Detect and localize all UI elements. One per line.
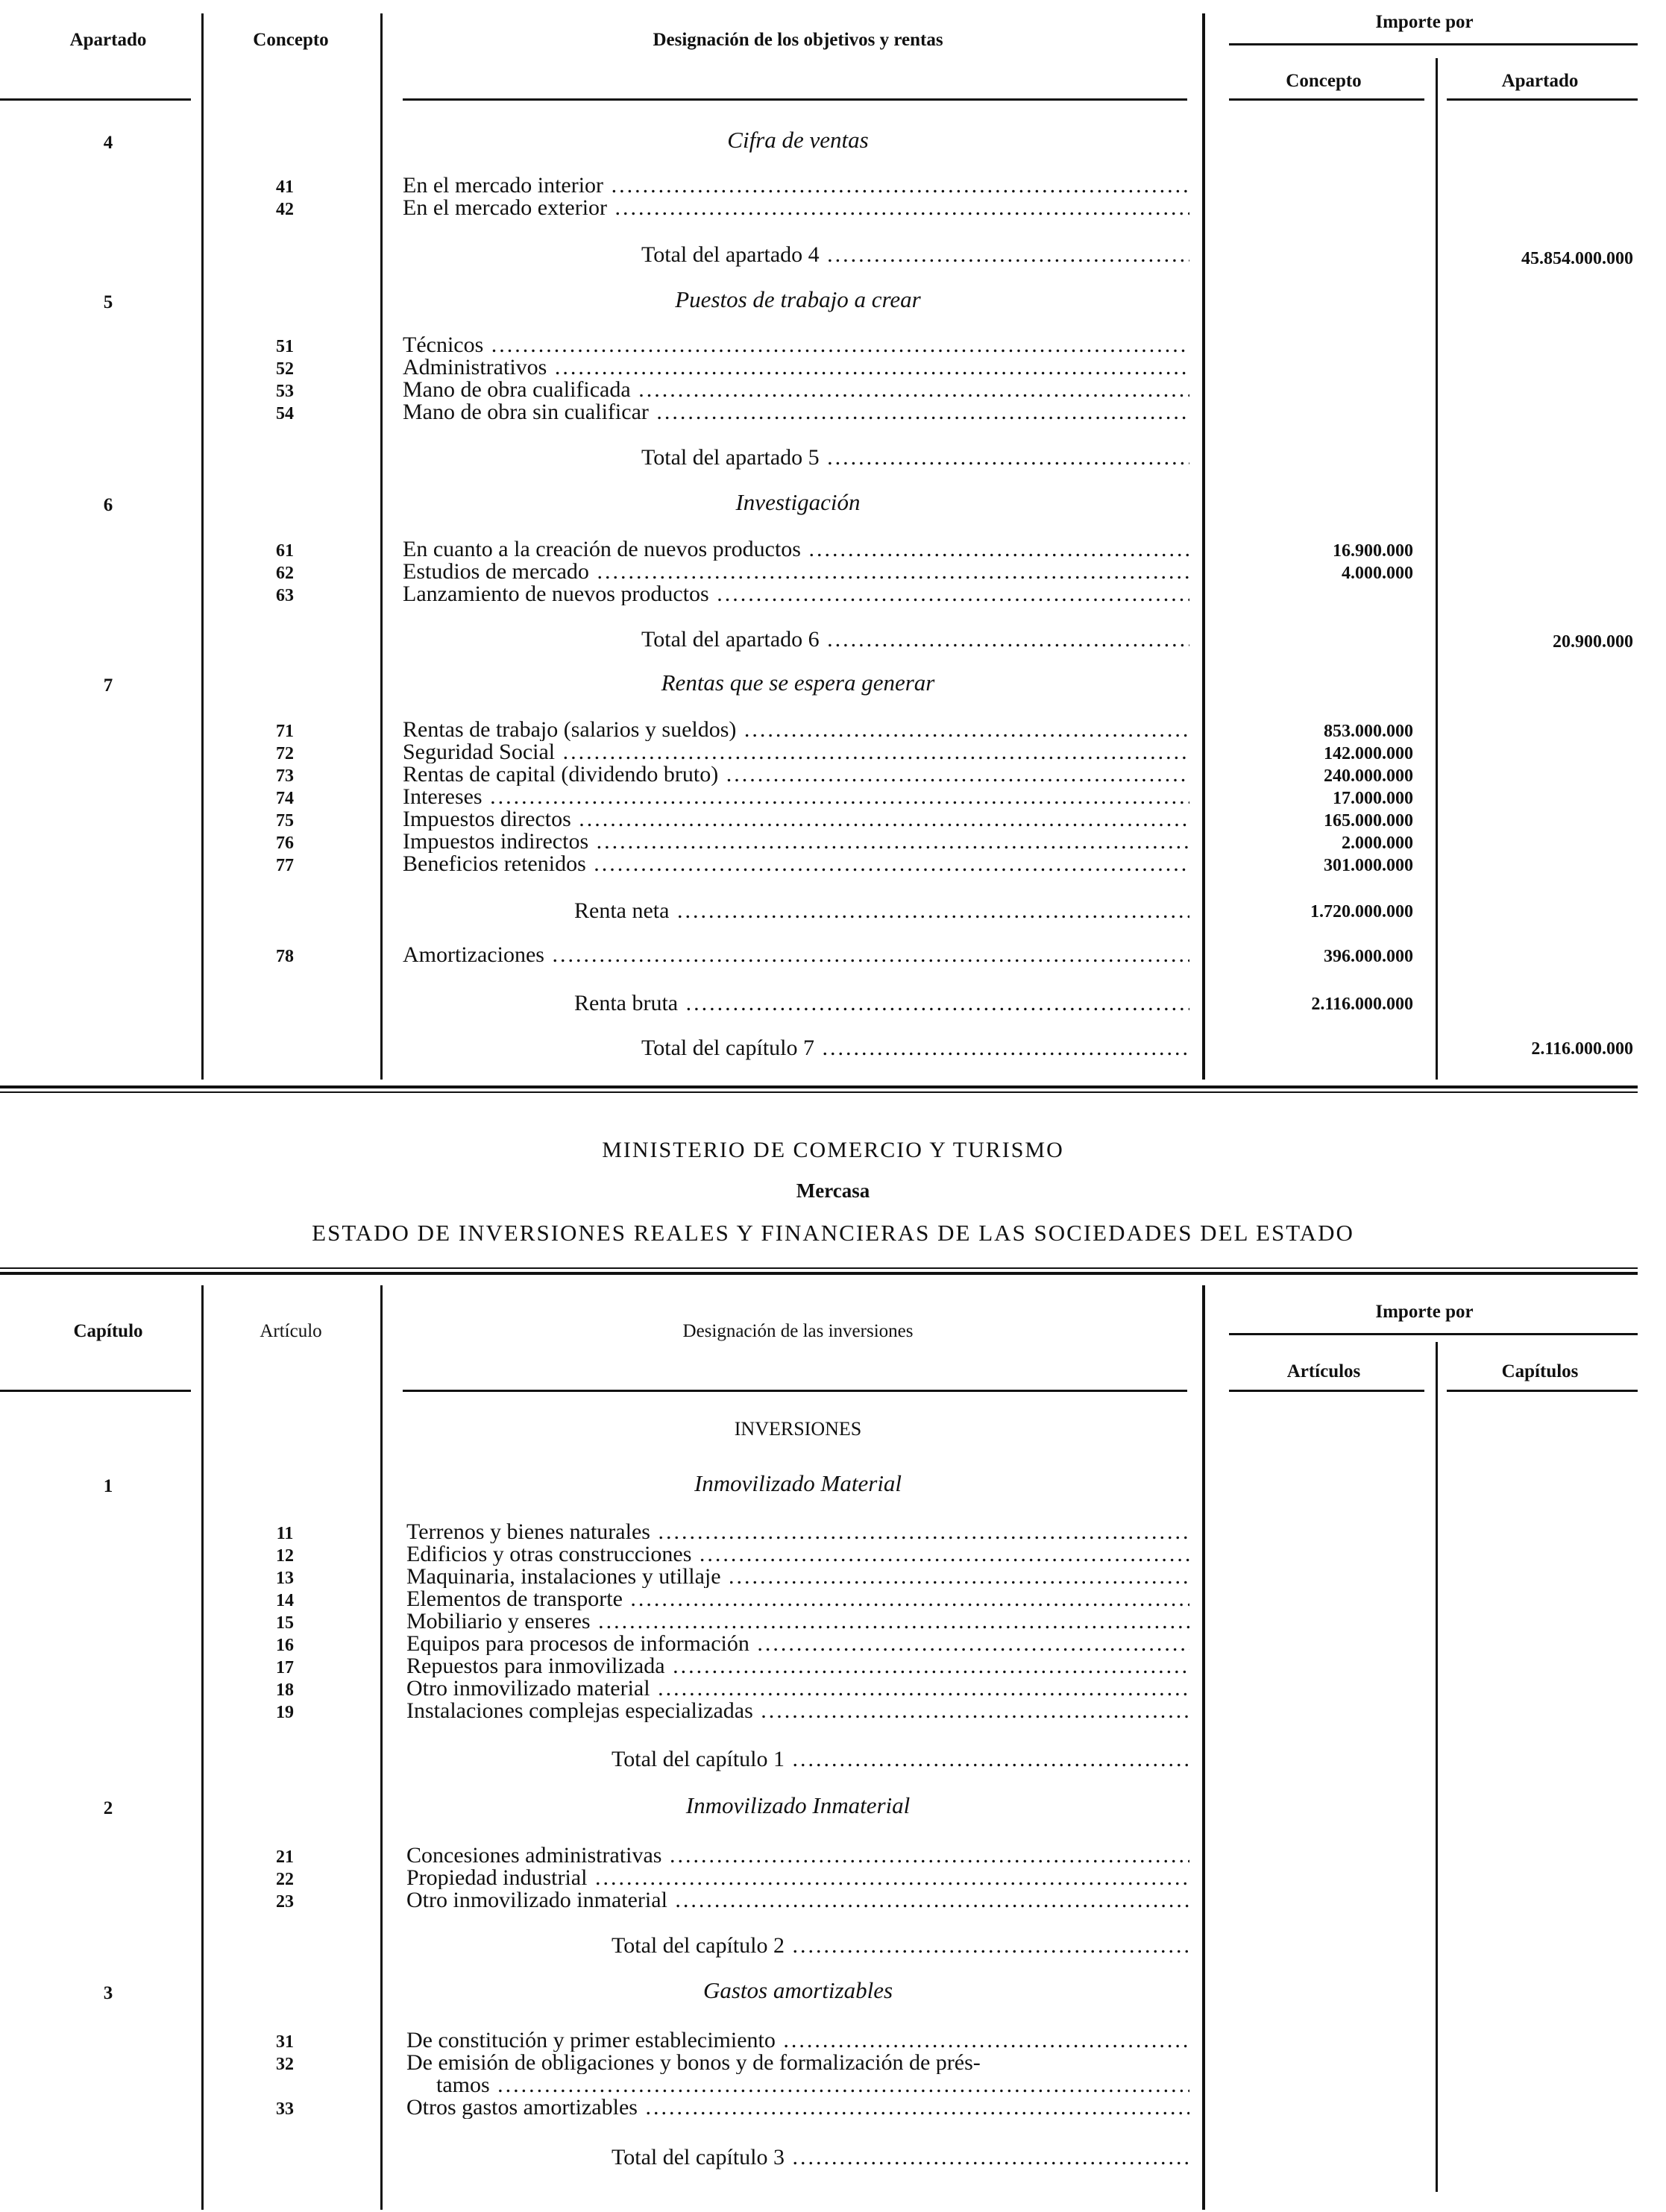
item-amount: 165.000.000 xyxy=(1324,811,1413,831)
col-rule xyxy=(1436,58,1438,1080)
item-text: Propiedad industrial ..... xyxy=(406,1867,1189,1889)
item-row xyxy=(436,2074,1189,2096)
item-code: 17 xyxy=(276,1658,294,1677)
item-amount: 16.900.000 xyxy=(1333,541,1413,561)
item-row xyxy=(403,786,1189,808)
item-amount: 301.000.000 xyxy=(1324,856,1413,875)
item-code: 71 xyxy=(276,722,294,741)
header-importe-apartado: Apartado xyxy=(1501,71,1579,91)
col-rule xyxy=(1436,1342,1438,2192)
item-code: 21 xyxy=(276,1847,294,1867)
section-number: 3 xyxy=(103,1983,113,2003)
item-row xyxy=(406,1867,1189,1889)
item-text: De constitución y primer establecimiento ..... xyxy=(406,2029,1189,2052)
item-row xyxy=(406,1633,1189,1655)
item-amount: 396.000.000 xyxy=(1324,947,1413,966)
col-rule xyxy=(1202,13,1205,1080)
item-row xyxy=(403,808,1189,831)
col-rule xyxy=(1202,1285,1205,2210)
table-bottom-rule xyxy=(0,1085,1638,1088)
header-capitulo: Capítulo xyxy=(73,1321,143,1341)
item-text: Administrativos ..... xyxy=(403,356,1189,379)
item-row xyxy=(406,1677,1189,1700)
table-bottom-rule xyxy=(0,1091,1638,1093)
total-amount: 20.900.000 xyxy=(1553,632,1633,652)
item-row xyxy=(406,1610,1189,1633)
item-row xyxy=(406,2096,1189,2119)
item-amount: 240.000.000 xyxy=(1324,766,1413,786)
item-text: Mano de obra sin cualificar ..... xyxy=(403,401,1189,423)
header-importe-por: Importe por xyxy=(1375,12,1474,32)
item-row xyxy=(403,356,1189,379)
item-code: 72 xyxy=(276,744,294,763)
item-code: 41 xyxy=(276,177,294,197)
renta-neta-row: Renta neta ..... xyxy=(574,899,1189,923)
section-number: 7 xyxy=(103,675,113,696)
total-row: Total del apartado 6 ..... xyxy=(641,628,1189,652)
item-code: 42 xyxy=(276,200,294,219)
item-text: Equipos para procesos de información ..... xyxy=(406,1633,1189,1655)
item-code: 77 xyxy=(276,856,294,875)
item-text: Técnicos ..... xyxy=(403,334,1189,356)
col-rule xyxy=(380,1285,383,2210)
section-title: Inmovilizado Inmaterial xyxy=(685,1792,911,1818)
item-row xyxy=(406,1566,1189,1588)
header-rule xyxy=(403,1390,1187,1392)
header-rule xyxy=(403,98,1187,101)
header-importe-concepto: Concepto xyxy=(1286,71,1362,91)
header-importe-articulos: Artículos xyxy=(1286,1361,1361,1381)
item-code: 61 xyxy=(276,541,294,561)
item-text: En cuanto a la creación de nuevos productos ..... xyxy=(403,538,1189,561)
item-text: Beneficios retenidos ..... xyxy=(403,853,1189,875)
section-title: Cifra de ventas xyxy=(727,127,869,153)
section-number: 2 xyxy=(103,1798,113,1818)
total-row: Total del capítulo 1 ..... xyxy=(612,1748,1189,1771)
total-row: Total del capítulo 2 ..... xyxy=(612,1934,1189,1958)
ministry-title: MINISTERIO DE COMERCIO Y TURISMO xyxy=(602,1138,1064,1162)
item-code: 12 xyxy=(276,1546,294,1566)
item-code: 75 xyxy=(276,811,294,831)
item-text: Seguridad Social ..... xyxy=(403,741,1189,763)
item-code: 19 xyxy=(276,1703,294,1722)
header-importe-capitulos: Capítulos xyxy=(1501,1361,1579,1381)
item-row xyxy=(406,1521,1189,1543)
item-code: 32 xyxy=(276,2055,294,2074)
header-designacion: Designación de las inversiones xyxy=(682,1321,914,1341)
item-row xyxy=(403,334,1189,356)
item-row xyxy=(406,1700,1189,1722)
item-code: 33 xyxy=(276,2099,294,2119)
item-code: 11 xyxy=(276,1524,294,1543)
item-text: Rentas de capital (dividendo bruto) ..... xyxy=(403,763,1189,786)
item-code: 18 xyxy=(276,1680,294,1700)
section-number: 4 xyxy=(103,133,113,153)
item-row xyxy=(403,197,1189,219)
header-apartado: Apartado xyxy=(69,30,147,50)
item-text: Mobiliario y enseres ..... xyxy=(406,1610,1189,1633)
item-row xyxy=(406,2029,1189,2052)
item-row xyxy=(403,853,1189,875)
item-text: Repuestos para inmovilizada ..... xyxy=(406,1655,1189,1677)
item-row xyxy=(403,401,1189,423)
item-row xyxy=(403,583,1189,605)
item-code: 14 xyxy=(276,1591,294,1610)
section-number: 1 xyxy=(103,1476,113,1496)
item-code: 53 xyxy=(276,382,294,401)
item-text: Concesiones administrativas ..... xyxy=(406,1844,1189,1867)
total-amount: 2.116.000.000 xyxy=(1531,1039,1633,1059)
item-code: 23 xyxy=(276,1892,294,1912)
item-text: Impuestos directos ..... xyxy=(403,808,1189,831)
item-row xyxy=(406,1588,1189,1610)
item-code: 62 xyxy=(276,564,294,583)
item-row-wrapped: De emisión de obligaciones y bonos y de formalización de prés- xyxy=(406,2052,981,2074)
header-designacion: Designación de los objetivos y rentas xyxy=(653,30,943,50)
total-row: Total del capítulo 7 ..... xyxy=(641,1036,1189,1060)
section-title: Rentas que se espera generar xyxy=(661,669,935,696)
col-rule xyxy=(201,13,204,1080)
item-code: 31 xyxy=(276,2032,294,2052)
section-title: Inmovilizado Material xyxy=(694,1470,902,1496)
item-text: En el mercado interior ..... xyxy=(403,174,1189,197)
section-title: Gastos amortizables xyxy=(702,1977,893,2003)
header-rule xyxy=(1229,1390,1424,1392)
header-rule xyxy=(0,1390,191,1392)
table-top-rule xyxy=(0,1272,1638,1275)
item-row xyxy=(403,741,1189,763)
item-code: 13 xyxy=(276,1569,294,1588)
item-code: 78 xyxy=(276,947,294,966)
inversiones-heading: INVERSIONES xyxy=(734,1418,862,1440)
col-rule xyxy=(380,13,383,1080)
item-code: 76 xyxy=(276,834,294,853)
header-concepto: Concepto xyxy=(253,30,329,50)
item-text: Amortizaciones ..... xyxy=(403,944,1189,966)
item-row xyxy=(406,1543,1189,1566)
item-text: Otro inmovilizado inmaterial ..... xyxy=(406,1889,1189,1912)
item-text: Elementos de transporte ..... xyxy=(406,1588,1189,1610)
item-row xyxy=(403,831,1189,853)
item-code: 15 xyxy=(276,1613,294,1633)
item-row xyxy=(403,561,1189,583)
item-text: Edificios y otras construcciones ..... xyxy=(406,1543,1189,1566)
item-row xyxy=(403,763,1189,786)
renta-neta-amount: 1.720.000.000 xyxy=(1310,902,1413,921)
item-row xyxy=(403,379,1189,401)
renta-bruta-row: Renta bruta ..... xyxy=(574,992,1189,1015)
total-row: Total del apartado 4 ..... xyxy=(641,243,1189,267)
total-amount: 45.854.000.000 xyxy=(1521,249,1633,268)
statement-title: ESTADO DE INVERSIONES REALES Y FINANCIERAS DE LAS SOCIEDADES DEL ESTADO xyxy=(312,1220,1354,1246)
item-text: Maquinaria, instalaciones y utillaje ..... xyxy=(406,1566,1189,1588)
total-row: Total del capítulo 3 ..... xyxy=(612,2146,1189,2170)
item-row xyxy=(403,719,1189,741)
item-text: Impuestos indirectos ..... xyxy=(403,831,1189,853)
item-amount: 142.000.000 xyxy=(1324,744,1413,763)
header-importe-por: Importe por xyxy=(1375,1302,1474,1322)
table-top-rule xyxy=(0,1267,1638,1269)
item-text: Otro inmovilizado material ..... xyxy=(406,1677,1189,1700)
item-text: Rentas de trabajo (salarios y sueldos) ..... xyxy=(403,719,1189,741)
item-text-continued: tamos ..... xyxy=(436,2074,1189,2096)
item-amount: 17.000.000 xyxy=(1333,789,1413,808)
item-row xyxy=(403,944,1189,966)
item-text: Estudios de mercado ..... xyxy=(403,561,1189,583)
header-rule xyxy=(1229,1333,1638,1335)
item-code: 16 xyxy=(276,1636,294,1655)
item-amount: 4.000.000 xyxy=(1342,564,1413,583)
item-row xyxy=(403,174,1189,197)
section-number: 6 xyxy=(103,495,113,515)
item-code: 73 xyxy=(276,766,294,786)
header-rule xyxy=(0,98,191,101)
header-rule xyxy=(1229,98,1424,101)
header-rule xyxy=(1229,43,1638,45)
item-amount: 2.000.000 xyxy=(1342,834,1413,853)
item-text: Instalaciones complejas especializadas ..... xyxy=(406,1700,1189,1722)
header-articulo: Artículo xyxy=(260,1321,322,1341)
item-text: Intereses ..... xyxy=(403,786,1189,808)
item-row xyxy=(406,1844,1189,1867)
section-title: Investigación xyxy=(735,489,861,515)
item-row xyxy=(406,1889,1189,1912)
header-rule xyxy=(1447,1390,1638,1392)
item-text: Mano de obra cualificada ..... xyxy=(403,379,1189,401)
item-text: En el mercado exterior ..... xyxy=(403,197,1189,219)
item-code: 54 xyxy=(276,404,294,423)
section-title: Puestos de trabajo a crear xyxy=(675,286,921,312)
renta-bruta-amount: 2.116.000.000 xyxy=(1311,995,1413,1014)
section-number: 5 xyxy=(103,292,113,312)
col-rule xyxy=(201,1285,204,2210)
item-text: Terrenos y bienes naturales ..... xyxy=(406,1521,1189,1543)
item-code: 63 xyxy=(276,586,294,605)
item-code: 22 xyxy=(276,1870,294,1889)
item-row xyxy=(406,1655,1189,1677)
total-row: Total del apartado 5 ..... xyxy=(641,446,1189,470)
item-code: 74 xyxy=(276,789,294,808)
item-text: Otros gastos amortizables ..... xyxy=(406,2096,1189,2119)
company-title: Mercasa xyxy=(796,1179,870,1202)
item-row xyxy=(403,538,1189,561)
item-amount: 853.000.000 xyxy=(1324,722,1413,741)
item-code: 51 xyxy=(276,337,294,356)
header-rule xyxy=(1447,98,1638,101)
item-text: Lanzamiento de nuevos productos ..... xyxy=(403,583,1189,605)
item-code: 52 xyxy=(276,359,294,379)
